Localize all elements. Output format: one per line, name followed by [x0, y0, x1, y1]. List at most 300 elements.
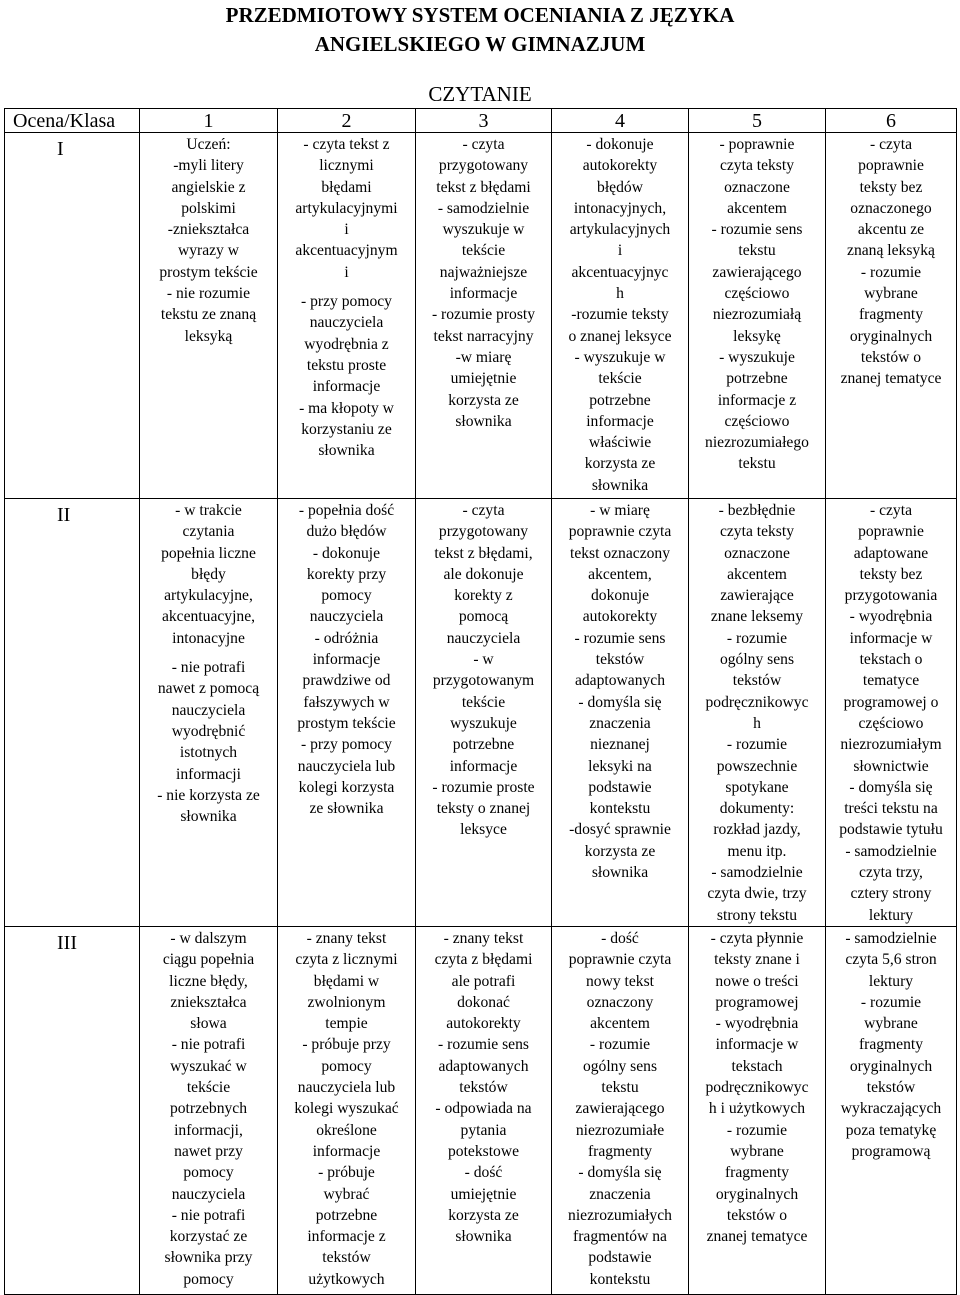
criteria-line: znaną leksyką: [847, 242, 935, 260]
criteria-line: i: [344, 263, 349, 281]
criteria-line: - wyodrębnia: [715, 1015, 799, 1033]
criteria-cell-class-3: [416, 133, 552, 499]
criteria-line: - wyodrębnia: [849, 608, 933, 626]
criteria-line: poprawnie czyta: [568, 951, 672, 969]
criteria-line: adaptowane: [853, 544, 929, 562]
criteria-line: autokorekty: [582, 608, 658, 626]
criteria-line: programową: [851, 1142, 931, 1160]
criteria-line: czyta dwie, trzy: [707, 885, 807, 903]
criteria-cell-class-5: [689, 926, 826, 1294]
criteria-line: -myli litery: [173, 157, 244, 175]
criteria-line: tekście: [598, 370, 642, 388]
criteria-line: niezrozumiałego: [705, 434, 809, 452]
criteria-line: h i użytkowych: [708, 1100, 806, 1118]
criteria-line: poza tematykę: [845, 1121, 937, 1139]
criteria-line: tekstów o: [860, 348, 922, 366]
criteria-line: polskimi: [181, 199, 236, 217]
criteria-line: teksty znane i: [714, 951, 800, 969]
criteria-line: korzystaniu ze: [301, 420, 392, 438]
criteria-line: o znanej leksyce: [568, 327, 672, 345]
grade-row: [5, 133, 957, 499]
criteria-line: potrzebne: [726, 370, 788, 388]
criteria-cell-class-5: [689, 499, 826, 927]
criteria-cell-class-4: [552, 499, 689, 927]
criteria-line: nauczyciela: [446, 629, 521, 647]
criteria-line: zawierające: [720, 587, 794, 605]
criteria-line: informacji,: [174, 1121, 243, 1139]
criteria-line: intonacyjnych,: [573, 199, 667, 217]
criteria-line: podstawie: [588, 778, 652, 796]
criteria-line: - poprawnie: [719, 136, 795, 153]
criteria-line: wyszukać w: [170, 1057, 247, 1075]
criteria-line: artykulacyjnymi: [295, 199, 398, 217]
criteria-line: niezrozumiałe: [575, 1121, 665, 1139]
criteria-line: informacje z: [717, 391, 797, 409]
criteria-line: tekstów: [459, 1079, 508, 1097]
criteria-line: adaptowanych: [438, 1057, 529, 1075]
criteria-cell-class-3: [416, 499, 552, 927]
criteria-line: fragmenty: [587, 1142, 653, 1160]
criteria-line: powszechnie: [716, 757, 798, 775]
criteria-line: przygotowany: [438, 157, 529, 175]
criteria-line: - rozumie sens: [438, 1036, 529, 1054]
criteria-line: oznaczone: [724, 544, 790, 562]
criteria-line: znanej tematyce: [840, 370, 942, 388]
criteria-line: korzystać ze: [169, 1228, 248, 1246]
criteria-line: potrzebne: [315, 1206, 378, 1224]
criteria-line: tekst z błędami,: [434, 544, 533, 562]
criteria-line: wybrać: [323, 1185, 370, 1203]
criteria-line: akcentem,: [588, 565, 652, 583]
criteria-line: liczne błędy,: [169, 972, 248, 990]
criteria-line: prostym tekście: [159, 263, 258, 281]
criteria-line: popełnia liczne: [161, 544, 256, 562]
criteria-line: fragmentów na: [573, 1228, 667, 1246]
criteria-line: przygotowanym: [432, 672, 535, 690]
grade-level: I: [5, 133, 140, 499]
criteria-line: słownika: [455, 412, 512, 430]
criteria-line: tekstach o: [859, 651, 923, 669]
grading-table: [4, 108, 957, 1295]
criteria-line: angielskie z: [171, 178, 246, 196]
criteria-line: fragmenty: [858, 1036, 924, 1054]
criteria-line: - próbuje przy: [302, 1036, 391, 1054]
criteria-line: tempie: [325, 1015, 368, 1033]
criteria-line: wyodrębnić: [171, 722, 246, 740]
criteria-line: umiejętnie: [450, 1185, 517, 1203]
criteria-line: - bezbłędnie: [718, 502, 796, 519]
criteria-line: kontekstu: [589, 1270, 651, 1288]
criteria-line: znaczenia: [589, 714, 651, 732]
criteria-line: oznaczone: [724, 178, 790, 196]
criteria-line: ale dokonuje: [443, 565, 524, 583]
criteria-line: zwolnionym: [307, 993, 386, 1011]
criteria-line: podręcznikowyc: [705, 1079, 809, 1097]
line-gap: [143, 649, 274, 657]
criteria-line: nauczyciela lub: [297, 757, 396, 775]
criteria-line: - samodzielnie: [845, 842, 937, 860]
criteria-line: słownictwie: [853, 757, 929, 775]
criteria-line: korzysta ze: [584, 842, 656, 860]
header-class-3: 3: [416, 109, 552, 133]
criteria-line: wybrane: [864, 285, 918, 303]
criteria-line: - znany tekst: [306, 929, 387, 947]
criteria-line: - rozumie: [589, 1036, 651, 1054]
criteria-line: - nie korzysta ze: [157, 786, 260, 804]
criteria-line: lektury: [868, 972, 914, 990]
criteria-line: niezrozumiałym: [840, 736, 942, 754]
criteria-line: - odróżnia: [314, 629, 379, 647]
criteria-line: wybrane: [864, 1015, 918, 1033]
criteria-cell-class-3: [416, 926, 552, 1294]
criteria-line: - nie potrafi: [171, 1206, 246, 1224]
criteria-line: - znany tekst: [443, 929, 524, 947]
criteria-line: tekstów: [322, 1249, 371, 1267]
grade-row: [5, 926, 957, 1294]
criteria-line: programowej o: [843, 693, 939, 711]
criteria-line: nauczyciela: [171, 701, 246, 719]
criteria-line: - dokonuje: [312, 544, 381, 562]
criteria-line: - rozumie sens: [574, 629, 666, 647]
criteria-line: strony tekstu: [716, 906, 798, 924]
criteria-line: - czyta: [462, 136, 505, 153]
criteria-line: nauczyciela: [171, 1185, 246, 1203]
criteria-line: informacje z: [307, 1228, 386, 1246]
section-heading: CZYTANIE: [428, 82, 532, 106]
criteria-line: adaptowanych: [574, 672, 666, 690]
criteria-line: tekst oznaczony: [569, 544, 671, 562]
criteria-line: - domyśla się: [578, 1164, 662, 1182]
criteria-cell-class-6: [826, 133, 957, 499]
criteria-line: znane leksemy: [710, 608, 804, 626]
criteria-line: nauczyciela lub: [297, 1079, 396, 1097]
criteria-line: treści tekstu na: [844, 800, 938, 818]
criteria-line: akcentem: [727, 199, 787, 217]
criteria-line: nauczyciela: [309, 608, 384, 626]
criteria-line: - dokonuje: [586, 136, 654, 153]
grade-level: III: [5, 926, 140, 1294]
criteria-line: czytania: [182, 523, 235, 541]
criteria-line: - rozumie: [726, 736, 788, 754]
criteria-line: nowy tekst: [585, 972, 654, 990]
criteria-line: zniekształca: [170, 993, 247, 1011]
criteria-line: nawet przy: [174, 1142, 243, 1160]
criteria-line: akcentuacyjne,: [161, 608, 256, 626]
criteria-cell-class-5: [689, 133, 826, 499]
criteria-line: dokonuje: [590, 587, 650, 605]
criteria-line: - w trakcie: [175, 502, 242, 519]
criteria-line: i: [617, 242, 623, 260]
criteria-line: -w miarę: [455, 348, 512, 366]
criteria-line: pomocy: [321, 587, 372, 605]
criteria-line: czyta trzy,: [859, 864, 923, 882]
criteria-line: artykulacyjne,: [164, 587, 253, 605]
criteria-line: - czyta płynnie: [710, 929, 804, 947]
criteria-line: błędów: [597, 178, 643, 196]
criteria-line: akcentuacyjnyc: [571, 263, 669, 281]
criteria-line: oznaczonego: [850, 199, 932, 217]
criteria-line: kontekstu: [589, 800, 651, 818]
criteria-line: - czyta: [870, 502, 912, 519]
criteria-line: leksyce: [460, 821, 507, 839]
header-row: [5, 109, 957, 133]
criteria-line: - w: [473, 651, 494, 669]
criteria-line: dużo błędów: [306, 523, 387, 541]
criteria-cell-class-6: [826, 499, 957, 927]
header-class-6: 6: [826, 109, 957, 133]
criteria-line: pomocy: [183, 1270, 234, 1288]
grade-level: II: [5, 499, 140, 927]
criteria-line: tekście: [186, 1079, 231, 1097]
criteria-line: informacje w: [849, 629, 933, 647]
criteria-line: autokorekty: [446, 1015, 521, 1033]
criteria-line: teksty bez: [859, 178, 923, 196]
criteria-line: - wyszukuje: [719, 348, 795, 366]
criteria-line: leksyką: [184, 327, 233, 345]
criteria-line: - czyta tekst z: [303, 136, 390, 153]
criteria-line: - próbuje: [318, 1164, 375, 1182]
criteria-line: fałszywych w: [303, 693, 390, 711]
criteria-line: znanej tematyce: [706, 1228, 808, 1246]
criteria-line: wyszukuje: [450, 714, 517, 732]
criteria-line: i: [344, 221, 349, 239]
criteria-line: korzysta ze: [448, 1206, 519, 1224]
criteria-line: właściwie: [588, 434, 652, 452]
criteria-line: poprawnie: [858, 523, 924, 541]
criteria-line: - popełnia dość: [298, 502, 395, 519]
criteria-line: teksty o znanej: [436, 800, 531, 818]
criteria-line: czyta 5,6 stron: [845, 951, 937, 969]
criteria-line: fragmenty: [858, 306, 924, 324]
criteria-line: wybrane: [730, 1142, 784, 1160]
criteria-line: spotykane: [725, 778, 789, 796]
criteria-line: h: [753, 714, 761, 732]
criteria-line: umiejętnie: [450, 370, 517, 388]
criteria-line: ogólny sens: [719, 651, 795, 669]
criteria-line: - w dalszym: [170, 929, 247, 947]
criteria-line: informacje: [312, 651, 381, 669]
criteria-line: - przy pomocy: [301, 293, 392, 311]
criteria-line: kolegi korzysta: [298, 778, 395, 796]
criteria-line: słownika: [591, 864, 649, 882]
criteria-line: licznymi: [319, 157, 374, 175]
criteria-line: tekście: [461, 242, 506, 260]
criteria-line: tekstów: [732, 672, 782, 690]
criteria-line: tekście: [461, 693, 506, 711]
criteria-line: - rozumie: [726, 1121, 788, 1139]
criteria-line: słownika: [591, 476, 649, 494]
criteria-line: menu itp.: [727, 842, 787, 860]
criteria-line: - nie rozumie: [166, 285, 251, 303]
criteria-line: słownika: [180, 808, 237, 826]
grade-row: [5, 499, 957, 927]
criteria-line: nauczyciela: [309, 314, 384, 332]
criteria-line: akcentuacyjnym: [295, 242, 398, 260]
criteria-line: oryginalnych: [849, 1057, 933, 1075]
criteria-line: korekty przy: [306, 565, 387, 583]
criteria-line: artykulacyjnych: [569, 221, 671, 239]
criteria-line: podstawie: [588, 1249, 652, 1267]
criteria-cell-class-1: [140, 133, 278, 499]
criteria-line: -dosyć sprawnie: [569, 821, 671, 839]
criteria-line: częściowo: [724, 285, 790, 303]
criteria-line: istotnych: [179, 744, 238, 762]
criteria-line: tekstu: [738, 242, 776, 260]
criteria-line: - rozumie proste: [432, 778, 535, 796]
criteria-line: czyta teksty: [719, 523, 795, 541]
criteria-line: potekstowe: [447, 1142, 520, 1160]
criteria-cell-class-6: [826, 926, 957, 1294]
criteria-line: tekst narracyjny: [433, 327, 534, 345]
criteria-line: czyta z licznymi: [295, 951, 398, 969]
criteria-line: pytania: [460, 1121, 507, 1139]
criteria-line: tekstach: [731, 1057, 783, 1075]
criteria-line: wyrazy w: [177, 242, 240, 260]
criteria-line: fragmenty: [724, 1164, 790, 1182]
criteria-line: błędami w: [313, 972, 380, 990]
criteria-line: informacje: [449, 757, 518, 775]
criteria-line: tekstów o: [726, 1206, 788, 1224]
criteria-line: - dość: [464, 1164, 503, 1182]
criteria-line: akcentu ze: [857, 221, 925, 239]
criteria-line: Uczeń:: [186, 136, 231, 153]
criteria-line: rozkład jazdy,: [713, 821, 801, 839]
criteria-line: pomocy: [321, 1057, 372, 1075]
criteria-line: - odpowiada na: [435, 1100, 532, 1118]
criteria-line: korzysta ze: [448, 391, 519, 409]
criteria-line: informacje: [586, 412, 654, 430]
criteria-line: słownika: [455, 1228, 512, 1246]
criteria-line: określone: [316, 1121, 377, 1139]
criteria-line: informacje: [312, 378, 381, 396]
criteria-line: tekstów: [595, 651, 645, 669]
criteria-line: leksykę: [733, 327, 781, 345]
criteria-line: słownika przy: [164, 1249, 253, 1267]
criteria-line: niezrozumiałych: [568, 1206, 672, 1224]
criteria-line: nieznanej: [590, 736, 650, 754]
criteria-cell-class-4: [552, 133, 689, 499]
criteria-cell-class-1: [140, 499, 278, 927]
criteria-line: przygotowania: [844, 587, 938, 605]
header-class-1: 1: [140, 109, 278, 133]
criteria-line: pomocą: [458, 608, 509, 626]
criteria-line: ze słownika: [309, 800, 384, 818]
criteria-line: - ma kłopoty w: [299, 399, 394, 417]
criteria-line: podręcznikowyc: [705, 693, 809, 711]
criteria-line: poprawnie: [858, 157, 924, 175]
criteria-line: - rozumie: [726, 629, 788, 647]
criteria-line: potrzebne: [589, 391, 651, 409]
criteria-line: tekstu: [738, 455, 776, 473]
criteria-line: kolegi wyszukać: [294, 1100, 399, 1118]
criteria-line: informacje w: [715, 1036, 799, 1054]
criteria-line: poprawnie czyta: [568, 523, 672, 541]
header-grade-class: Ocena/Klasa: [5, 109, 140, 133]
criteria-line: prawdziwe od: [302, 672, 391, 690]
criteria-line: przygotowany: [438, 523, 529, 541]
criteria-line: częściowo: [724, 412, 790, 430]
criteria-line: - dość: [601, 929, 639, 947]
criteria-line: czyta teksty: [719, 157, 795, 175]
criteria-line: teksty bez: [859, 565, 923, 583]
criteria-line: ale potrafi: [451, 972, 516, 990]
criteria-line: słowa: [190, 1015, 227, 1033]
criteria-line: h: [616, 285, 624, 303]
criteria-line: nawet z pomocą: [157, 680, 260, 698]
criteria-line: znaczenia: [589, 1185, 651, 1203]
criteria-line: oznaczony: [586, 993, 654, 1011]
title-line-2: ANGIELSKIEGO W GIMNAZJUM: [314, 32, 646, 56]
header-class-5: 5: [689, 109, 826, 133]
criteria-line: - nie potrafi: [171, 1036, 246, 1054]
criteria-line: akcentem: [727, 565, 787, 583]
criteria-line: wykraczających: [840, 1100, 942, 1118]
criteria-cell-class-2: [278, 926, 416, 1294]
header-class-4: 4: [552, 109, 689, 133]
criteria-line: informacje: [449, 285, 518, 303]
line-gap: [281, 283, 412, 291]
criteria-line: ciągu popełnia: [162, 951, 255, 969]
criteria-line: tekst z błędami: [436, 178, 531, 196]
criteria-line: - czyta: [870, 136, 912, 153]
criteria-line: - rozumie prosty: [431, 306, 536, 324]
criteria-line: zawierającego: [575, 1100, 665, 1118]
criteria-line: - samodzielnie: [845, 929, 937, 947]
criteria-line: - samodzielnie: [711, 864, 803, 882]
criteria-line: - domyśla się: [578, 693, 662, 711]
criteria-line: cztery strony: [850, 885, 932, 903]
criteria-cell-class-4: [552, 926, 689, 1294]
criteria-line: - domyśla się: [849, 778, 933, 796]
criteria-line: najważniejsze: [439, 263, 528, 281]
criteria-line: autokorekty: [582, 157, 658, 175]
criteria-line: -zniekształca: [167, 221, 250, 239]
criteria-line: wyodrębnia z: [304, 335, 389, 353]
criteria-line: informacji: [176, 765, 241, 783]
criteria-line: leksyki na: [588, 757, 652, 775]
criteria-line: dokonać: [457, 993, 510, 1011]
criteria-line: dokumenty:: [719, 800, 795, 818]
criteria-line: czyta z błędami: [434, 951, 533, 969]
title-line-1: PRZEDMIOTOWY SYSTEM OCENIANIA Z JĘZYKA: [225, 3, 735, 27]
criteria-line: użytkowych: [308, 1270, 385, 1288]
criteria-line: słownika: [318, 442, 375, 460]
criteria-line: oryginalnych: [715, 1185, 799, 1203]
criteria-line: potrzebne: [452, 736, 515, 754]
criteria-line: tekstu proste: [306, 356, 387, 374]
criteria-line: - w miarę: [590, 502, 650, 519]
criteria-line: programowej: [715, 993, 799, 1011]
criteria-line: intonacyjne: [172, 629, 245, 647]
criteria-line: - wyszukuje w: [574, 348, 666, 366]
criteria-line: błędami: [321, 178, 372, 196]
criteria-line: lektury: [868, 906, 914, 924]
criteria-line: korekty z: [454, 587, 513, 605]
criteria-line: - przy pomocy: [301, 736, 392, 754]
criteria-line: ogólny sens: [582, 1057, 658, 1075]
criteria-line: zawierającego: [712, 263, 802, 281]
criteria-line: - rozumie: [860, 263, 922, 281]
criteria-line: tekstu: [601, 1079, 639, 1097]
criteria-line: - rozumie sens: [711, 221, 803, 239]
criteria-cell-class-1: [140, 926, 278, 1294]
criteria-line: niezrozumiałą: [712, 306, 802, 324]
criteria-line: - samodzielnie: [437, 199, 530, 217]
criteria-line: podstawie tytułu: [839, 821, 943, 839]
criteria-line: - rozumie: [860, 993, 922, 1011]
criteria-line: nowe o treści: [715, 972, 799, 990]
header-class-2: 2: [278, 109, 416, 133]
